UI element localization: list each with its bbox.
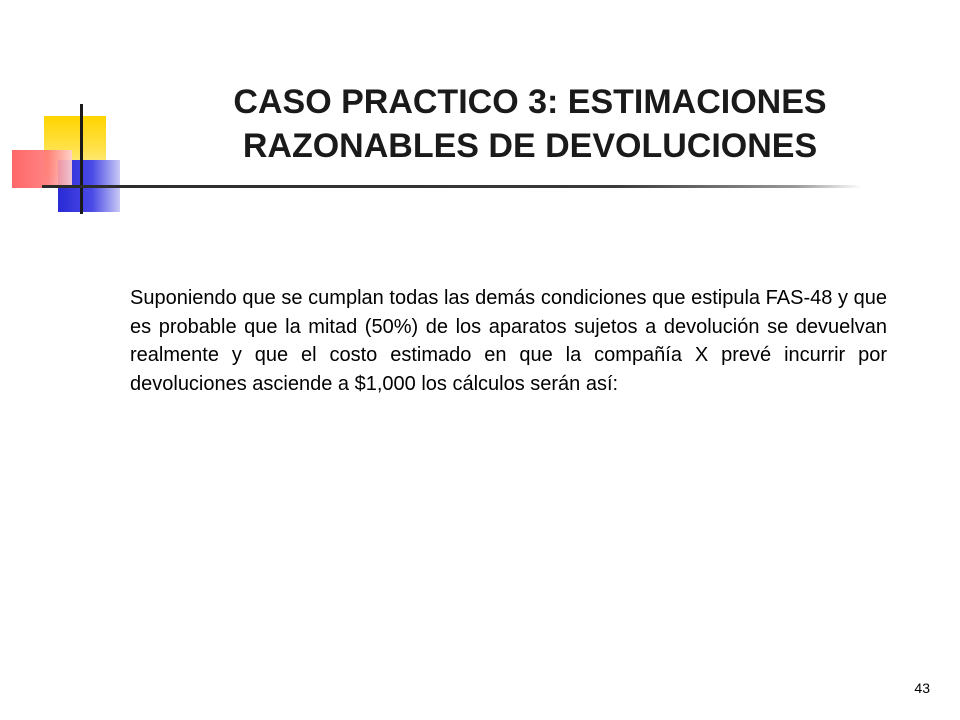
slide-title-line-2: RAZONABLES DE DEVOLUCIONES: [242, 127, 818, 165]
red-square-decoration: [12, 150, 72, 188]
slide-title: [150, 80, 910, 168]
page-number: 43: [914, 680, 930, 696]
vertical-rule-decoration: [80, 104, 83, 214]
slide-title-line-1: CASO PRACTICO 3: ESTIMACIONES: [233, 83, 827, 121]
title-underline-rule: [42, 185, 862, 188]
body-paragraph: Suponiendo que se cumplan todas las demás condiciones que estipula FAS-48 y que es probable que la mitad (50%) de los aparatos sujetos a devolución se devuelvan realmente y que el costo estimado en que la compañía X prevé incurrir por devoluciones asciende a $1,000 los cálculos serán así:: [130, 287, 887, 395]
decorative-logo: [0, 0, 140, 230]
